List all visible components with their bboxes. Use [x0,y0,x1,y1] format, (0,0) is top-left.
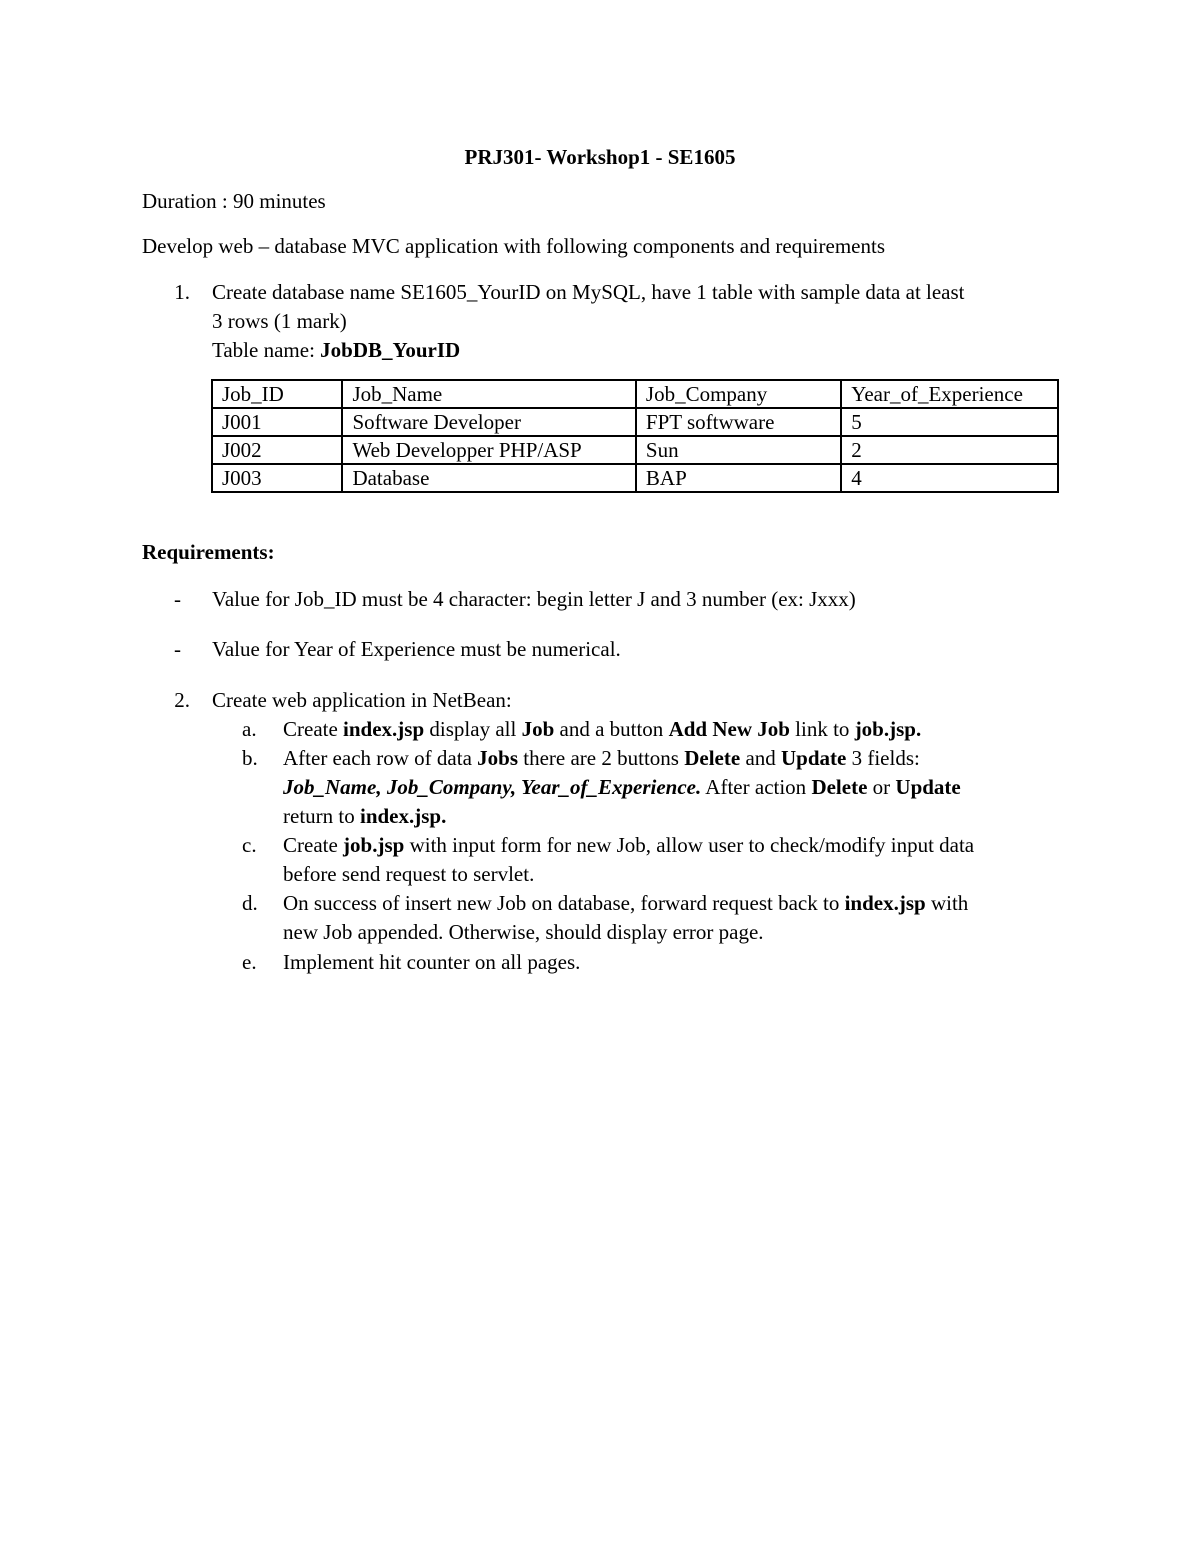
bullet-dash: - [174,587,181,611]
step-1-line-1: Create database name SE1605_YourID on MySQL, have 1 table with sample data at least [212,280,965,304]
sub-item-d-line-1 [283,889,1073,918]
sub-item-letter: c. [242,833,257,857]
table-row [212,436,1058,464]
table-cell: Web Developper PHP/ASP [342,436,635,464]
step-2-number: 2. [174,688,190,712]
text-run: Create [283,717,344,741]
text-run: with input form for new Job, allow user to check/modify input data [404,833,975,857]
table-row [212,464,1058,492]
table-name-value: JobDB_YourID [320,338,461,362]
sub-item-e-text: Implement hit counter on all pages. [283,950,581,974]
bold-term: Update [781,746,847,770]
table-cell: FPT softwware [636,408,841,436]
text-run: Create [283,833,344,857]
text-run: display all [424,717,522,741]
text-run: link to [789,717,855,741]
table-cell: Database [342,464,635,492]
table-cell: BAP [636,464,841,492]
text-run: with [925,891,969,915]
sub-item-b-line-1 [283,744,1073,773]
bold-term: . [915,717,922,741]
text-run: there are 2 buttons [518,746,685,770]
sub-item-d-line-2: new Job appended. Otherwise, should display error page. [283,920,764,944]
sub-item-b-line-3 [283,802,1073,831]
table-cell: 4 [841,464,1058,492]
table-header-cell: Job_ID [212,380,342,408]
bold-italic-term: Job_Name, Job_Company, Year_of_Experience. [283,775,702,799]
text-run: and a button [554,717,669,741]
table-cell: Sun [636,436,841,464]
intro-text: Develop web – database MVC application with following components and requirements [142,234,885,258]
duration-text: Duration : 90 minutes [142,189,326,213]
bold-term: index.jsp [844,891,926,915]
table-cell: J002 [212,436,342,464]
requirement-text: Value for Year of Experience must be numerical. [212,637,621,661]
table-cell: J001 [212,408,342,436]
bold-term: Delete [811,775,868,799]
bold-term: Job [521,717,555,741]
sub-item-letter: a. [242,717,257,741]
bold-term: index.jsp [343,717,425,741]
table-cell: 5 [841,408,1058,436]
table-header-cell: Job_Company [636,380,841,408]
sub-item-a-text [283,715,1073,744]
bold-term: Delete [684,746,741,770]
bold-term: Update [895,775,961,799]
table-name-line [212,336,1072,365]
step-1-line-2: 3 rows (1 mark) [212,309,347,333]
bullet-dash: - [174,637,181,661]
text-run: or [867,775,896,799]
bold-term: index.jsp. [359,804,447,828]
table-header-cell: Job_Name [342,380,635,408]
sub-item-letter: e. [242,950,257,974]
page-title: PRJ301- Workshop1 - SE1605 [464,145,736,169]
bold-term: job.jsp [343,833,405,857]
text-run: and [740,746,782,770]
text-run: After action [701,775,812,799]
table-row [212,408,1058,436]
table-cell: Software Developer [342,408,635,436]
table-cell: J003 [212,464,342,492]
text-run: 3 fields: [846,746,920,770]
table-cell: 2 [841,436,1058,464]
text-run: After each row of data [283,746,478,770]
sub-item-letter: d. [242,891,258,915]
jobs-table [211,379,1059,493]
table-header-cell: Year_of_Experience [841,380,1058,408]
table-header-row [212,380,1058,408]
table-name-label: Table name: [212,338,321,362]
sub-item-c-line-2: before send request to servlet. [283,862,535,886]
sub-item-b-line-2 [283,773,1073,802]
step-2-text: Create web application in NetBean: [212,688,512,712]
requirements-heading: Requirements: [142,540,275,564]
bold-term: Add New Job [668,717,790,741]
text-run: On success of insert new Job on database, forward request back to [283,891,845,915]
bold-term: Jobs [477,746,519,770]
text-run: return to [283,804,360,828]
bold-term: job.jsp [854,717,916,741]
step-1-number: 1. [174,280,190,304]
sub-item-c-line-1 [283,831,1073,860]
sub-item-letter: b. [242,746,258,770]
requirement-text: Value for Job_ID must be 4 character: begin letter J and 3 number (ex: Jxxx) [212,587,856,611]
